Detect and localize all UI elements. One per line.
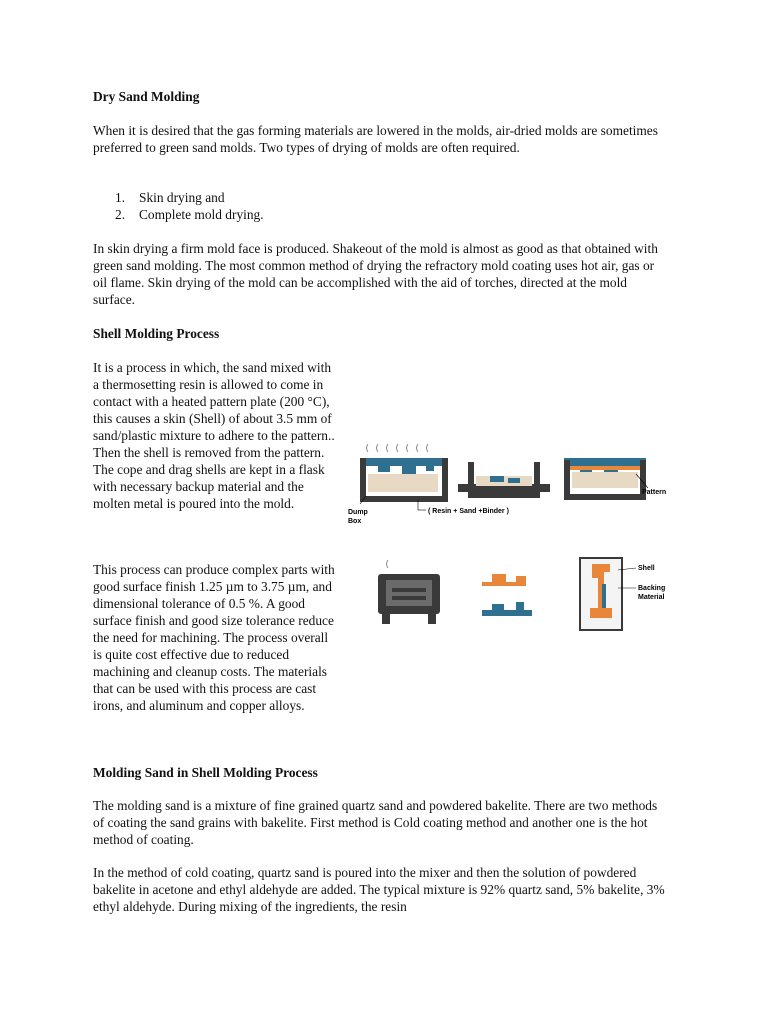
label-material: Material	[638, 594, 665, 601]
flipped-box-diagram	[458, 462, 550, 498]
drying-types-list	[93, 189, 264, 223]
list-item-number: 2.	[115, 207, 126, 222]
oven-diagram	[378, 560, 440, 624]
paragraph-molding-sand: The molding sand is a mixture of fine grained quartz sand and powdered bakelite. There are two methods of coating the sand grains with bakelite. First method is Cold coating method and another one is the hot method of coating.	[93, 798, 658, 847]
label-shell: Shell	[638, 565, 655, 572]
assembled-mold-diagram	[580, 558, 665, 630]
heading-shell-molding-process: Shell Molding Process	[93, 326, 220, 341]
heading-molding-sand-shell: Molding Sand in Shell Molding Process	[93, 765, 318, 780]
paragraph-skin-drying: In skin drying a firm mold face is produced. Shakeout of the mold is almost as good as that obtained with green sand molding. The most common method of drying the refractory mold coating uses hot air, gas or oil flame. Skin drying of the mold can be accomplished with the aid of torches, directed at the mold surface.	[93, 241, 658, 307]
label-dump: Dump	[348, 509, 368, 516]
pattern-shell-diagram	[564, 458, 666, 500]
paragraph-cold-coating: In the method of cold coating, quartz sand is poured into the mixer and then the solution of powdered bakelite in acetone and ethyl aldehyde are added. The typical mixture is 92% quartz sand, 5% bakelite, 3% ethyl aldehyde. During mixing of the ingredients, the resin	[93, 865, 665, 914]
list-item-text: Complete mold drying.	[139, 207, 264, 222]
label-resin-sand-binder: ( Resin + Sand +Binder )	[428, 508, 509, 515]
heading-dry-sand-molding: Dry Sand Molding	[93, 89, 200, 104]
paragraph-shell-process: It is a process in which, the sand mixed with a thermosetting resin is allowed to come in contact with a heated pattern plate (200 °C), this causes a skin (Shell) of about 3.5 mm of sand/plastic mixture to adhere to the pattern.. Then the shell is removed from the pattern. The cope and drag shells are kept in a flask with necessary backup material and the molten metal is poured into the mold.	[93, 360, 335, 511]
label-box: Box	[348, 518, 362, 525]
list-item	[93, 189, 264, 206]
list-item	[93, 206, 264, 223]
list-item-number: 1.	[115, 190, 126, 205]
paragraph-shell-benefits: This process can produce complex parts with good surface finish 1.25 µm to 3.75 µm, and dimensional tolerance of 0.5 %. A good surface finish and good size tolerance reduce the need for machining. The process overall is quite cost effective due to reduced machining and cleanup costs. The materials that can be used with this process are cast irons, and aluminum and copper alloys.	[93, 562, 335, 713]
shell-halves-diagram	[482, 574, 532, 616]
paragraph-dry-sand-intro: When it is desired that the gas forming materials are lowered in the molds, air-dried molds are sometimes preferred to green sand molds. Two types of drying of molds are often required.	[93, 123, 658, 155]
label-backing: Backing	[638, 585, 666, 592]
list-item-text: Skin drying and	[139, 190, 225, 205]
label-pattern: Pattern	[642, 489, 667, 496]
shell-molding-figure	[340, 440, 680, 650]
